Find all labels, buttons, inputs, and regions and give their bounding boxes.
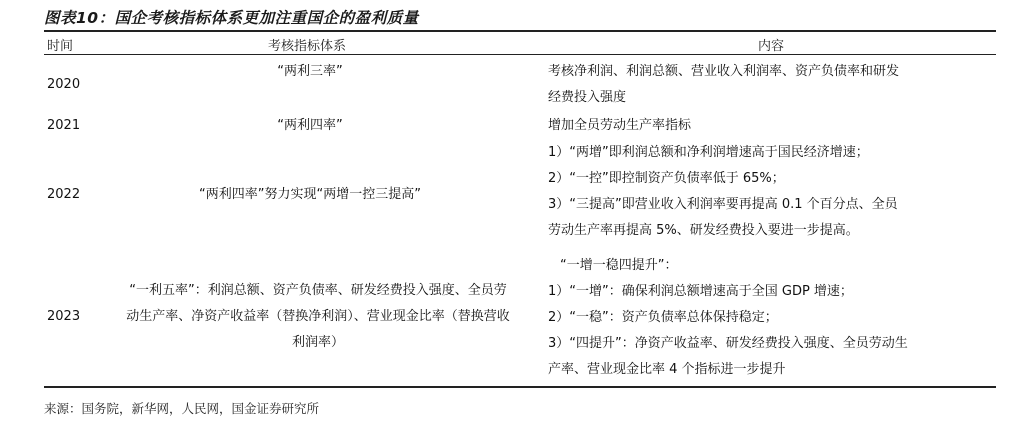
table-bottom-rule xyxy=(44,386,996,388)
row-2020-system: “两利三率” xyxy=(277,64,343,79)
row-2020-year: 2020 xyxy=(47,77,81,92)
header-time: 时间 xyxy=(47,39,74,54)
row-2021-year: 2021 xyxy=(47,118,81,133)
table-top-rule xyxy=(44,30,996,32)
row-2021-content: 增加全员劳动生产率指标 xyxy=(548,118,692,133)
row-2023-content: “一增一稳四提升”： 1）“一增”：确保利润总额增速高于全国 GDP 增速； 2）“一稳”：资产负债率总体保持稳定； 3）“四提升”：净资产收益率、研发经费投入强度、全员劳动生 产率、营业现金比率 4 个指标进一步提升 xyxy=(548,258,908,377)
header-content: 内容 xyxy=(758,39,785,54)
row-2021-system: “两利四率” xyxy=(277,118,343,133)
source-note: 来源：国务院，新华网，人民网，国金证券研究所 xyxy=(44,401,320,416)
header-system: 考核指标体系 xyxy=(268,39,347,54)
row-2020-content: 考核净利润、利润总额、营业收入利润率、资产负债率和研发 经费投入强度 xyxy=(548,64,900,105)
row-2022-system: “两利四率”努力实现“两增一控三提高” xyxy=(199,187,421,202)
table-header-rule xyxy=(44,54,996,55)
row-2022-year: 2022 xyxy=(47,187,81,202)
figure-title: 图表10：国企考核指标体系更加注重国企的盈利质量 xyxy=(44,9,419,27)
row-2022-content: 1）“两增”即利润总额和净利润增速高于国民经济增速； 2）“一控”即控制资产负债率低于 65%； 3）“三提高”即营业收入利润率要再提高 0.1 个百分点、全员 劳动生产率再提高 5%、研发经费投入要进一步提高。 xyxy=(548,145,898,238)
row-2023-system: “一利五率”：利润总额、资产负债率、研发经费投入强度、全员劳 动生产率、净资产收益率（替换净利润）、营业现金比率（替换营收 利润率） xyxy=(126,283,510,350)
row-2023-year: 2023 xyxy=(47,309,81,324)
